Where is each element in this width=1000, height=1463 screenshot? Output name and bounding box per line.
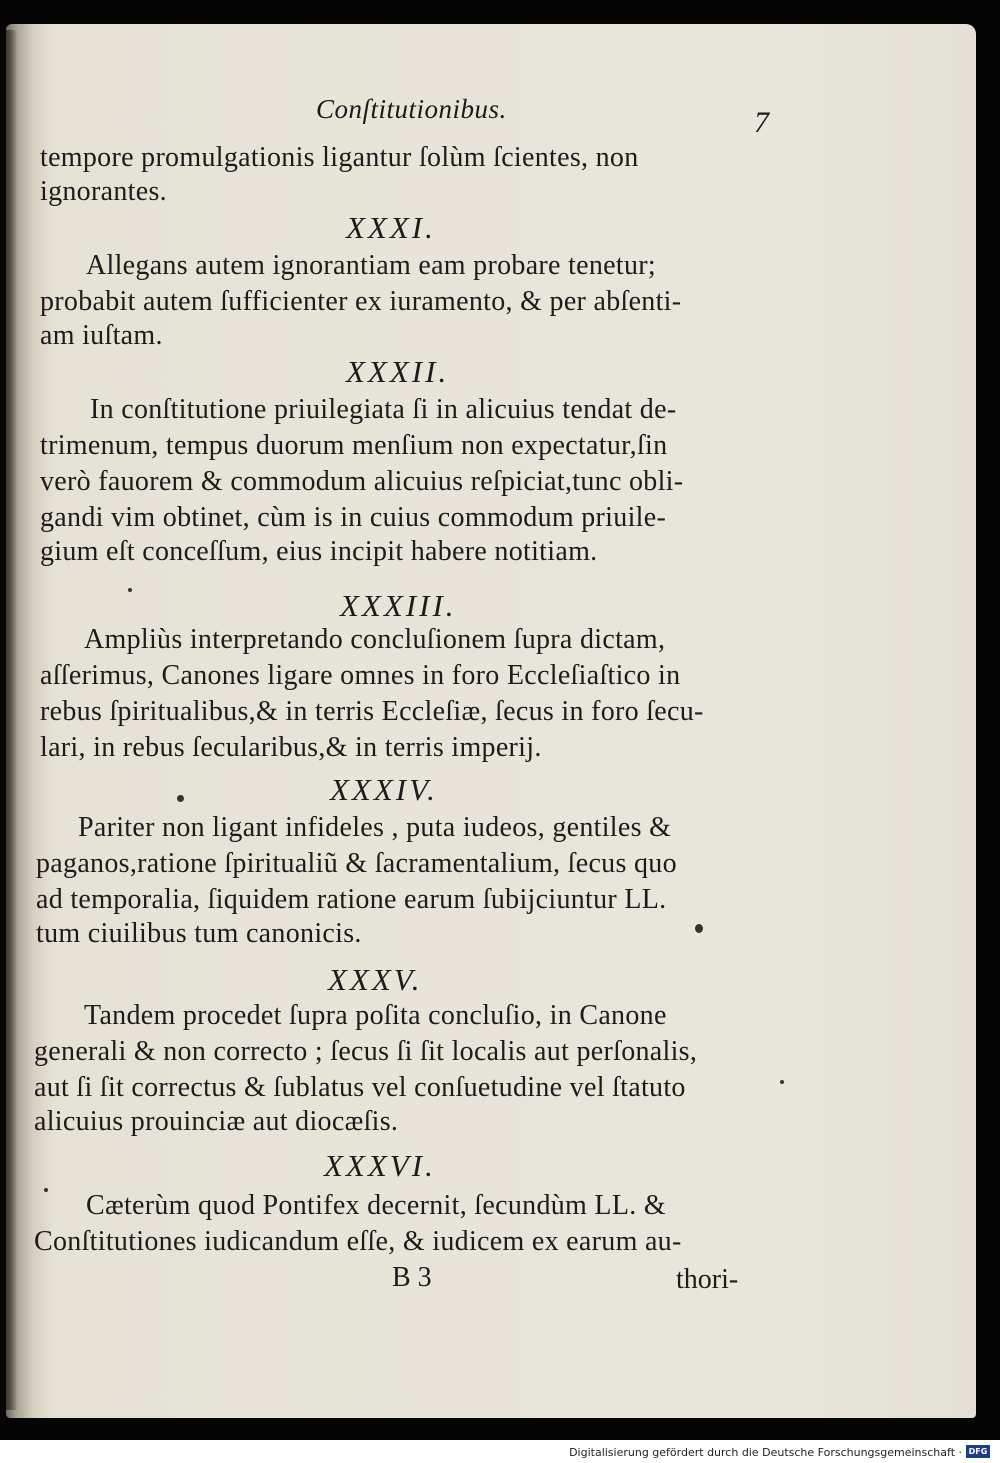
text-line: rebus ſpiritualibus,& in terris Eccleſiæ, ſecus in foro ſecu-	[40, 696, 704, 727]
ink-speck	[177, 795, 184, 802]
text-line: ignorantes.	[40, 176, 167, 207]
text-line: alicuius prouinciæ aut diocæſis.	[34, 1106, 399, 1137]
section-heading: XXXII.	[346, 354, 450, 389]
text-line: ad temporalia, ſiquidem ratione earum ſubijciuntur LL.	[36, 884, 667, 915]
text-line: Cæterùm quod Pontifex decernit, ſecundùm LL. &	[86, 1190, 666, 1221]
section-heading: XXXIII.	[340, 588, 457, 623]
section-heading: XXXI.	[346, 210, 436, 245]
text-line: Pariter non ligant infideles , puta iudeos, gentiles &	[78, 812, 672, 843]
section-heading: XXXVI.	[324, 1148, 436, 1183]
text-line: lari, in rebus ſecularibus,& in terris imperij.	[40, 732, 542, 763]
text-line: Tandem procedet ſupra poſita concluſio, in Canone	[84, 1000, 667, 1031]
text-line: tum ciuilibus tum canonicis.	[36, 918, 362, 949]
running-head: Conſtitutionibus.	[316, 94, 507, 124]
text-line: probabit autem ſufficienter ex iuramento, & per abſenti-	[40, 286, 682, 317]
text-line: Conſtitutiones iudicandum eſſe, & iudicem ex earum au-	[34, 1226, 682, 1257]
text-line: gium eſt conceſſum, eius incipit habere notitiam.	[40, 536, 598, 567]
text-line: gandi vim obtinet, cùm is in cuius commodum priuile-	[40, 502, 667, 533]
ink-speck	[44, 1188, 48, 1192]
ink-speck	[128, 588, 132, 592]
section-heading: XXXV.	[328, 962, 423, 997]
text-line: verò fauorem & commodum alicuius reſpiciat,tunc obli-	[40, 466, 684, 497]
text-line: am iuſtam.	[40, 320, 163, 351]
ink-speck	[695, 924, 703, 933]
text-line: aut ſi ſit correctus & ſublatus vel conſuetudine vel ſtatuto	[34, 1072, 686, 1103]
funding-credit: Digitalisierung gefördert durch die Deutsche Forschungsgemeinschaft ·	[569, 1446, 962, 1459]
dfg-logo: DFG	[966, 1445, 990, 1458]
page-number: 7	[754, 106, 769, 139]
text-line: Allegans autem ignorantiam eam probare tenetur;	[86, 250, 656, 281]
text-line: generali & non correcto ; ſecus ſi ſit localis aut perſonalis,	[34, 1036, 698, 1067]
ink-speck	[780, 1080, 784, 1084]
text-line: trimenum, tempus duorum menſium non expectatur,ſin	[40, 430, 668, 461]
text-line: In conſtitutione priuilegiata ſi in alicuius tendat de-	[90, 394, 677, 425]
text-line: aſſerimus, Canones ligare omnes in foro Eccleſiaſtico in	[40, 660, 681, 691]
text-line: paganos,ratione ſpiritualiũ & ſacramentalium, ſecus quo	[36, 848, 677, 879]
signature-mark: B 3	[392, 1262, 432, 1293]
page-gutter-shadow	[6, 30, 18, 1410]
text-line: tempore promulgationis ligantur ſolùm ſcientes, non	[40, 142, 639, 173]
text-line: Ampliùs interpretando concluſionem ſupra dictam,	[84, 624, 666, 655]
section-heading: XXXIV.	[330, 772, 438, 807]
catchword: thori-	[676, 1264, 739, 1295]
